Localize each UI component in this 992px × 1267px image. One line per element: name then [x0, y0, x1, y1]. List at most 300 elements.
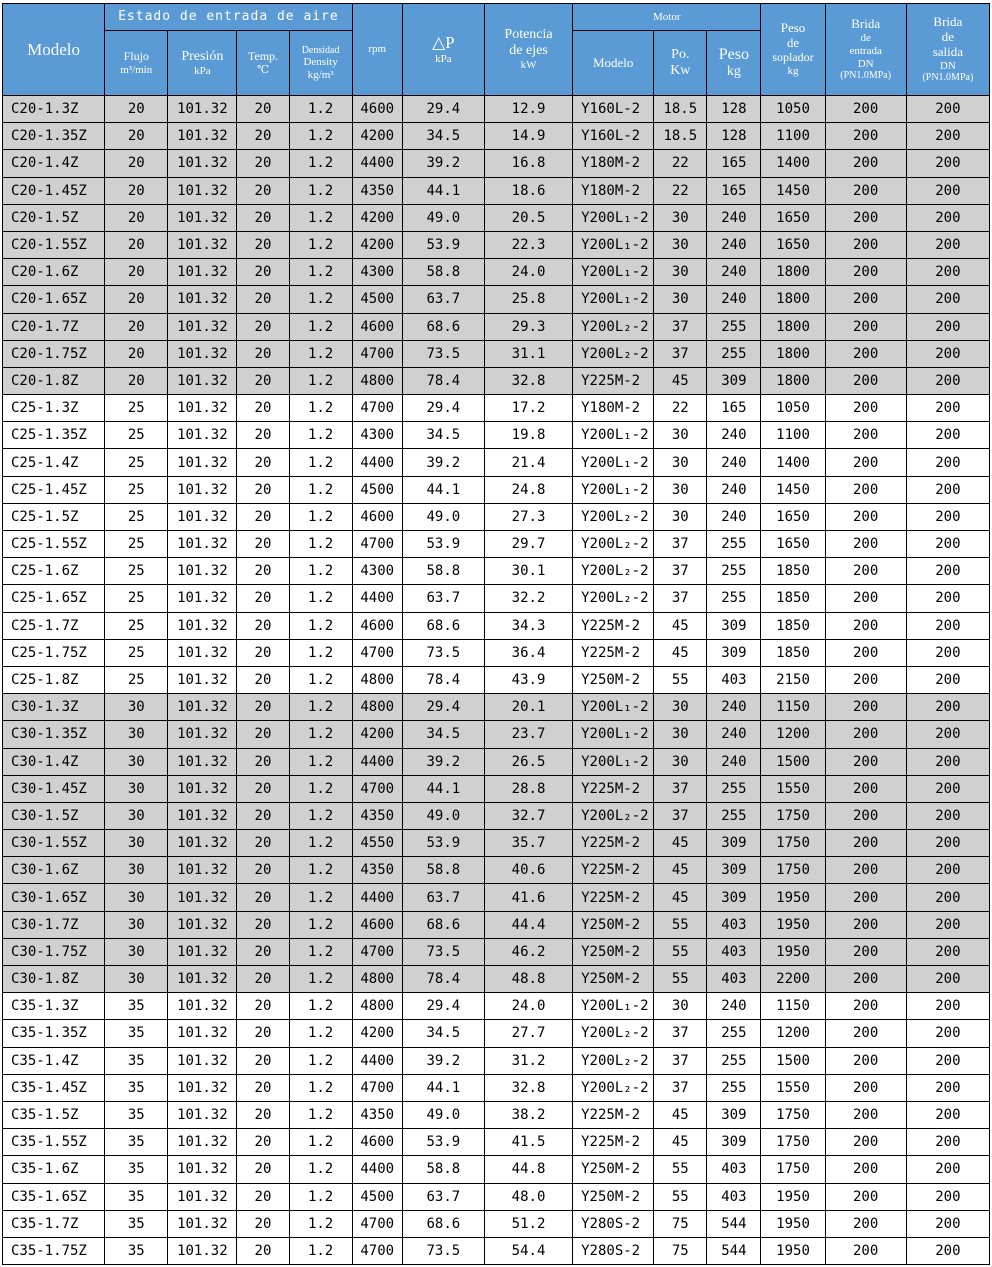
cell-rpm: 4300 [352, 422, 402, 449]
table-row [3, 884, 990, 911]
cell-densidad: 1.2 [289, 1210, 352, 1237]
cell-densidad: 1.2 [289, 830, 352, 857]
cell-motor-po: 30 [654, 204, 707, 231]
cell-modelo: C35-1.5Z [3, 1101, 105, 1128]
cell-peso-soplador: 1850 [761, 612, 825, 639]
cell-peso-soplador: 1650 [761, 503, 825, 530]
cell-rpm: 4400 [352, 884, 402, 911]
cell-brida-salida: 200 [906, 639, 989, 666]
cell-motor-peso: 403 [707, 666, 761, 693]
cell-temp: 20 [237, 694, 289, 721]
cell-potencia: 48.0 [484, 1183, 572, 1210]
cell-motor-po: 55 [654, 966, 707, 993]
cell-motor-peso: 403 [707, 938, 761, 965]
cell-peso-soplador: 1500 [761, 748, 825, 775]
cell-rpm: 4200 [352, 123, 402, 150]
cell-motor-po: 75 [654, 1237, 707, 1264]
cell-temp: 20 [237, 585, 289, 612]
table-row [3, 802, 990, 829]
header-brida-entrada-line1: Brida [851, 16, 881, 32]
cell-motor-peso: 255 [707, 585, 761, 612]
cell-brida-salida: 200 [906, 1101, 989, 1128]
cell-motor-modelo: Y225M-2 [573, 884, 654, 911]
cell-modelo: C20-1.6Z [3, 259, 105, 286]
cell-brida-entrada: 200 [825, 694, 906, 721]
cell-presion: 101.32 [168, 313, 237, 340]
cell-densidad: 1.2 [289, 259, 352, 286]
cell-potencia: 17.2 [484, 395, 572, 422]
cell-brida-salida: 200 [906, 1183, 989, 1210]
cell-brida-entrada: 200 [825, 96, 906, 123]
cell-motor-modelo: Y200L₁-2 [573, 449, 654, 476]
cell-motor-po: 37 [654, 313, 707, 340]
cell-motor-peso: 544 [707, 1210, 761, 1237]
cell-modelo: C20-1.7Z [3, 313, 105, 340]
header-densidad-label: Densidad [301, 44, 340, 56]
cell-brida-entrada: 200 [825, 911, 906, 938]
header-flujo-label: Flujo [123, 48, 149, 63]
table-row [3, 558, 990, 585]
cell-presion: 101.32 [168, 993, 237, 1020]
cell-motor-po: 45 [654, 1101, 707, 1128]
cell-peso-soplador: 1850 [761, 639, 825, 666]
cell-presion: 101.32 [168, 802, 237, 829]
cell-rpm: 4350 [352, 1101, 402, 1128]
cell-motor-po: 55 [654, 1156, 707, 1183]
cell-temp: 20 [237, 938, 289, 965]
cell-delta-p: 39.2 [402, 150, 484, 177]
cell-potencia: 24.0 [484, 993, 572, 1020]
cell-flujo: 35 [105, 1237, 168, 1264]
cell-motor-modelo: Y180M-2 [573, 395, 654, 422]
cell-motor-po: 30 [654, 259, 707, 286]
cell-temp: 20 [237, 395, 289, 422]
cell-densidad: 1.2 [289, 340, 352, 367]
cell-brida-entrada: 200 [825, 993, 906, 1020]
cell-presion: 101.32 [168, 259, 237, 286]
cell-brida-salida: 200 [906, 585, 989, 612]
cell-potencia: 26.5 [484, 748, 572, 775]
cell-modelo: C20-1.8Z [3, 367, 105, 394]
cell-brida-salida: 200 [906, 286, 989, 313]
cell-rpm: 4550 [352, 830, 402, 857]
cell-motor-peso: 309 [707, 612, 761, 639]
cell-motor-modelo: Y200L₂-2 [573, 558, 654, 585]
cell-rpm: 4400 [352, 1156, 402, 1183]
cell-brida-entrada: 200 [825, 884, 906, 911]
cell-modelo: C25-1.3Z [3, 395, 105, 422]
cell-motor-modelo: Y200L₂-2 [573, 503, 654, 530]
cell-modelo: C35-1.75Z [3, 1237, 105, 1264]
cell-delta-p: 78.4 [402, 966, 484, 993]
cell-modelo: C20-1.4Z [3, 150, 105, 177]
cell-brida-salida: 200 [906, 150, 989, 177]
cell-presion: 101.32 [168, 938, 237, 965]
cell-rpm: 4700 [352, 938, 402, 965]
cell-motor-po: 37 [654, 585, 707, 612]
cell-brida-entrada: 200 [825, 231, 906, 258]
cell-brida-salida: 200 [906, 558, 989, 585]
table-row [3, 340, 990, 367]
cell-rpm: 4700 [352, 1074, 402, 1101]
cell-motor-po: 37 [654, 775, 707, 802]
table-row [3, 1156, 990, 1183]
cell-motor-modelo: Y200L₁-2 [573, 476, 654, 503]
cell-delta-p: 68.6 [402, 313, 484, 340]
table-body [3, 96, 990, 1265]
cell-motor-po: 55 [654, 938, 707, 965]
cell-motor-modelo: Y200L₁-2 [573, 422, 654, 449]
cell-delta-p: 44.1 [402, 1074, 484, 1101]
header-motor-group: Motor [573, 4, 761, 31]
cell-motor-modelo: Y250M-2 [573, 1183, 654, 1210]
cell-motor-peso: 240 [707, 748, 761, 775]
cell-brida-salida: 200 [906, 96, 989, 123]
table-row [3, 1074, 990, 1101]
cell-motor-peso: 165 [707, 395, 761, 422]
cell-peso-soplador: 2150 [761, 666, 825, 693]
table-row [3, 585, 990, 612]
cell-flujo: 20 [105, 286, 168, 313]
cell-rpm: 4400 [352, 449, 402, 476]
cell-motor-modelo: Y200L₂-2 [573, 585, 654, 612]
cell-motor-peso: 240 [707, 993, 761, 1020]
cell-delta-p: 73.5 [402, 639, 484, 666]
table-row [3, 694, 990, 721]
cell-modelo: C30-1.3Z [3, 694, 105, 721]
cell-presion: 101.32 [168, 1074, 237, 1101]
cell-motor-modelo: Y200L₁-2 [573, 286, 654, 313]
cell-temp: 20 [237, 259, 289, 286]
cell-flujo: 25 [105, 395, 168, 422]
cell-temp: 20 [237, 204, 289, 231]
cell-peso-soplador: 1750 [761, 1129, 825, 1156]
cell-rpm: 4400 [352, 748, 402, 775]
cell-temp: 20 [237, 150, 289, 177]
cell-potencia: 28.8 [484, 775, 572, 802]
cell-peso-soplador: 1650 [761, 531, 825, 558]
cell-flujo: 35 [105, 1210, 168, 1237]
table-row [3, 666, 990, 693]
cell-modelo: C35-1.65Z [3, 1183, 105, 1210]
cell-peso-soplador: 1850 [761, 585, 825, 612]
header-brida-salida-line3: salida [932, 43, 964, 59]
cell-temp: 20 [237, 476, 289, 503]
header-brida-salida [906, 4, 989, 96]
cell-densidad: 1.2 [289, 150, 352, 177]
cell-delta-p: 29.4 [402, 96, 484, 123]
cell-peso-soplador: 1100 [761, 422, 825, 449]
cell-delta-p: 58.8 [402, 558, 484, 585]
cell-motor-modelo: Y200L₂-2 [573, 313, 654, 340]
header-brida-salida-dn: DN [939, 59, 956, 72]
cell-rpm: 4800 [352, 367, 402, 394]
cell-temp: 20 [237, 367, 289, 394]
cell-flujo: 30 [105, 938, 168, 965]
cell-brida-entrada: 200 [825, 422, 906, 449]
cell-motor-peso: 240 [707, 259, 761, 286]
cell-peso-soplador: 1950 [761, 1237, 825, 1264]
cell-presion: 101.32 [168, 476, 237, 503]
cell-potencia: 20.1 [484, 694, 572, 721]
cell-delta-p: 49.0 [402, 802, 484, 829]
cell-brida-entrada: 200 [825, 830, 906, 857]
cell-flujo: 25 [105, 639, 168, 666]
cell-presion: 101.32 [168, 857, 237, 884]
table-row [3, 1129, 990, 1156]
table-row [3, 830, 990, 857]
cell-potencia: 36.4 [484, 639, 572, 666]
cell-flujo: 25 [105, 449, 168, 476]
header-peso-soplador-unit: kg [787, 65, 799, 78]
table-row [3, 1101, 990, 1128]
cell-densidad: 1.2 [289, 96, 352, 123]
cell-presion: 101.32 [168, 449, 237, 476]
cell-brida-salida: 200 [906, 395, 989, 422]
cell-motor-modelo: Y225M-2 [573, 1129, 654, 1156]
cell-brida-salida: 200 [906, 367, 989, 394]
cell-brida-salida: 200 [906, 857, 989, 884]
cell-flujo: 35 [105, 1074, 168, 1101]
cell-motor-po: 75 [654, 1210, 707, 1237]
cell-peso-soplador: 1800 [761, 340, 825, 367]
cell-potencia: 29.7 [484, 531, 572, 558]
cell-temp: 20 [237, 857, 289, 884]
cell-brida-salida: 200 [906, 721, 989, 748]
cell-flujo: 25 [105, 666, 168, 693]
cell-motor-po: 30 [654, 748, 707, 775]
cell-presion: 101.32 [168, 1047, 237, 1074]
cell-densidad: 1.2 [289, 503, 352, 530]
cell-motor-po: 37 [654, 1020, 707, 1047]
cell-motor-peso: 309 [707, 830, 761, 857]
cell-peso-soplador: 1800 [761, 313, 825, 340]
cell-motor-modelo: Y225M-2 [573, 775, 654, 802]
cell-brida-salida: 200 [906, 1210, 989, 1237]
cell-temp: 20 [237, 993, 289, 1020]
cell-presion: 101.32 [168, 395, 237, 422]
cell-rpm: 4800 [352, 666, 402, 693]
cell-modelo: C30-1.65Z [3, 884, 105, 911]
cell-motor-peso: 165 [707, 177, 761, 204]
cell-temp: 20 [237, 1129, 289, 1156]
cell-temp: 20 [237, 911, 289, 938]
cell-modelo: C20-1.75Z [3, 340, 105, 367]
cell-motor-peso: 240 [707, 721, 761, 748]
cell-brida-entrada: 200 [825, 123, 906, 150]
cell-presion: 101.32 [168, 422, 237, 449]
cell-brida-salida: 200 [906, 993, 989, 1020]
cell-temp: 20 [237, 422, 289, 449]
cell-brida-entrada: 200 [825, 395, 906, 422]
cell-delta-p: 78.4 [402, 367, 484, 394]
cell-brida-salida: 200 [906, 938, 989, 965]
cell-peso-soplador: 1850 [761, 558, 825, 585]
cell-rpm: 4300 [352, 558, 402, 585]
cell-rpm: 4500 [352, 286, 402, 313]
header-potencia-unit: kW [520, 59, 537, 72]
cell-modelo: C30-1.6Z [3, 857, 105, 884]
cell-potencia: 46.2 [484, 938, 572, 965]
cell-presion: 101.32 [168, 694, 237, 721]
table-row [3, 639, 990, 666]
cell-flujo: 30 [105, 721, 168, 748]
cell-brida-entrada: 200 [825, 639, 906, 666]
cell-modelo: C20-1.3Z [3, 96, 105, 123]
cell-motor-modelo: Y250M-2 [573, 966, 654, 993]
header-densidad-unit: kg/m³ [307, 68, 334, 81]
cell-temp: 20 [237, 1074, 289, 1101]
cell-densidad: 1.2 [289, 993, 352, 1020]
cell-brida-salida: 200 [906, 830, 989, 857]
cell-densidad: 1.2 [289, 585, 352, 612]
cell-brida-salida: 200 [906, 1237, 989, 1264]
cell-motor-modelo: Y200L₁-2 [573, 204, 654, 231]
header-potencia [484, 4, 572, 96]
cell-presion: 101.32 [168, 1183, 237, 1210]
cell-motor-po: 18.5 [654, 96, 707, 123]
cell-temp: 20 [237, 177, 289, 204]
header-brida-salida-line1: Brida [933, 14, 963, 30]
cell-flujo: 25 [105, 476, 168, 503]
cell-modelo: C35-1.6Z [3, 1156, 105, 1183]
cell-brida-entrada: 200 [825, 313, 906, 340]
cell-delta-p: 49.0 [402, 503, 484, 530]
cell-brida-entrada: 200 [825, 666, 906, 693]
cell-delta-p: 73.5 [402, 340, 484, 367]
cell-motor-modelo: Y250M-2 [573, 666, 654, 693]
table-row [3, 204, 990, 231]
cell-rpm: 4600 [352, 96, 402, 123]
cell-peso-soplador: 1400 [761, 150, 825, 177]
cell-motor-modelo: Y280S-2 [573, 1237, 654, 1264]
table-row [3, 993, 990, 1020]
header-temp-label: Temp. [247, 48, 279, 63]
cell-delta-p: 53.9 [402, 531, 484, 558]
cell-peso-soplador: 1150 [761, 993, 825, 1020]
cell-brida-entrada: 200 [825, 558, 906, 585]
cell-temp: 20 [237, 231, 289, 258]
cell-modelo: C20-1.55Z [3, 231, 105, 258]
cell-motor-po: 45 [654, 367, 707, 394]
table-row [3, 313, 990, 340]
cell-motor-po: 30 [654, 476, 707, 503]
cell-modelo: C35-1.35Z [3, 1020, 105, 1047]
cell-motor-modelo: Y160L-2 [573, 96, 654, 123]
cell-modelo: C25-1.75Z [3, 639, 105, 666]
cell-potencia: 48.8 [484, 966, 572, 993]
cell-brida-salida: 200 [906, 694, 989, 721]
cell-rpm: 4700 [352, 340, 402, 367]
cell-motor-modelo: Y225M-2 [573, 857, 654, 884]
cell-modelo: C25-1.45Z [3, 476, 105, 503]
cell-brida-entrada: 200 [825, 721, 906, 748]
cell-delta-p: 68.6 [402, 911, 484, 938]
cell-flujo: 25 [105, 503, 168, 530]
cell-modelo: C30-1.4Z [3, 748, 105, 775]
cell-motor-modelo: Y200L₁-2 [573, 993, 654, 1020]
header-motor-peso-label: Peso [718, 45, 750, 63]
cell-temp: 20 [237, 1183, 289, 1210]
table-row [3, 367, 990, 394]
cell-modelo: C25-1.7Z [3, 612, 105, 639]
cell-brida-entrada: 200 [825, 802, 906, 829]
cell-brida-salida: 200 [906, 911, 989, 938]
table-row [3, 612, 990, 639]
cell-presion: 101.32 [168, 1210, 237, 1237]
cell-brida-entrada: 200 [825, 177, 906, 204]
cell-temp: 20 [237, 1237, 289, 1264]
cell-brida-salida: 200 [906, 204, 989, 231]
header-motor-peso-unit: kg [726, 64, 741, 80]
cell-delta-p: 39.2 [402, 748, 484, 775]
cell-motor-po: 30 [654, 286, 707, 313]
cell-motor-modelo: Y200L₁-2 [573, 694, 654, 721]
cell-rpm: 4200 [352, 204, 402, 231]
cell-delta-p: 63.7 [402, 286, 484, 313]
cell-rpm: 4200 [352, 721, 402, 748]
cell-flujo: 30 [105, 911, 168, 938]
cell-densidad: 1.2 [289, 1101, 352, 1128]
cell-delta-p: 68.6 [402, 612, 484, 639]
cell-densidad: 1.2 [289, 231, 352, 258]
cell-temp: 20 [237, 449, 289, 476]
cell-potencia: 32.7 [484, 802, 572, 829]
cell-delta-p: 53.9 [402, 231, 484, 258]
cell-peso-soplador: 2200 [761, 966, 825, 993]
cell-motor-modelo: Y200L₂-2 [573, 531, 654, 558]
cell-delta-p: 39.2 [402, 1047, 484, 1074]
header-brida-entrada-dn: DN [857, 57, 874, 70]
cell-flujo: 35 [105, 1156, 168, 1183]
header-brida-salida-line2: de [941, 28, 954, 44]
cell-brida-entrada: 200 [825, 503, 906, 530]
header-brida-entrada-line3: entrada [849, 44, 882, 57]
cell-potencia: 38.2 [484, 1101, 572, 1128]
cell-flujo: 35 [105, 1020, 168, 1047]
cell-rpm: 4700 [352, 531, 402, 558]
cell-motor-modelo: Y225M-2 [573, 1101, 654, 1128]
cell-densidad: 1.2 [289, 123, 352, 150]
cell-presion: 101.32 [168, 585, 237, 612]
cell-rpm: 4700 [352, 1210, 402, 1237]
cell-densidad: 1.2 [289, 1020, 352, 1047]
cell-brida-salida: 200 [906, 884, 989, 911]
header-flujo [105, 31, 168, 96]
cell-temp: 20 [237, 123, 289, 150]
cell-potencia: 21.4 [484, 449, 572, 476]
cell-rpm: 4700 [352, 639, 402, 666]
cell-rpm: 4400 [352, 585, 402, 612]
cell-delta-p: 39.2 [402, 449, 484, 476]
cell-modelo: C30-1.45Z [3, 775, 105, 802]
cell-motor-po: 30 [654, 503, 707, 530]
cell-rpm: 4600 [352, 313, 402, 340]
cell-motor-peso: 255 [707, 531, 761, 558]
header-densidad-label-en: Density [303, 56, 338, 69]
cell-rpm: 4200 [352, 231, 402, 258]
table-row [3, 721, 990, 748]
cell-brida-salida: 200 [906, 666, 989, 693]
cell-delta-p: 53.9 [402, 830, 484, 857]
cell-presion: 101.32 [168, 721, 237, 748]
cell-motor-modelo: Y250M-2 [573, 1156, 654, 1183]
cell-flujo: 20 [105, 259, 168, 286]
cell-peso-soplador: 1950 [761, 1183, 825, 1210]
cell-presion: 101.32 [168, 911, 237, 938]
cell-brida-entrada: 200 [825, 150, 906, 177]
header-air-inlet-group: Estado de entrada de aire [105, 4, 353, 31]
